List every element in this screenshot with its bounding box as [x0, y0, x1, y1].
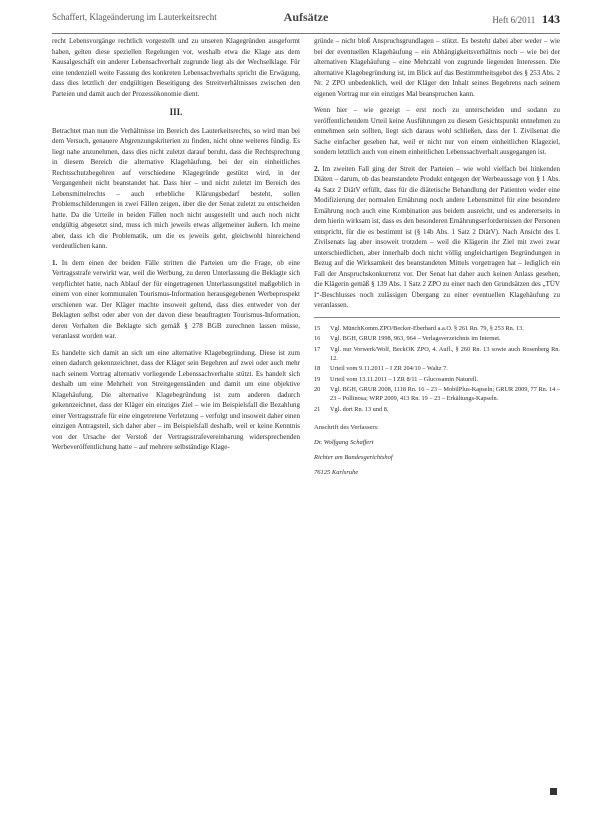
author-address — [314, 423, 560, 477]
footnote-text: Vgl. dort Rn. 13 und 8. — [330, 405, 389, 413]
header-issue-page — [492, 12, 560, 27]
running-header — [52, 8, 560, 28]
author-city: 76125 Karlsruhe — [314, 469, 359, 476]
header-issue: Heft 6/2011 — [492, 15, 536, 25]
paragraph: Es handelte sich damit an sich um eine alternative Klagebegründung. Diese ist zum einen dadurch gekennzeichnet, dass der Kläger sein Begehren auf zwei oder auch mehr nach seinem Vortrag alternativ vorliegende Lebenssachverhalte stützt. Es handelt sich deshalb um eine Mehrheit von Streitgegenständen und damit um eine objektive Klagehäufung. Die alternative Klagebegründung ist zum anderen dadurch gekennzeichnet, dass der Kläger ein einziges Ziel – wie im Beispielsfall die Bezahlung einer Vertragsstrafe für eine eingetretene Verletzung – verfolgt und insoweit daher einen einzigen Antragsteil, sich daher aber – im Beispielsfall deshalb, weil er keine Kenntnis von der Ursache der Verstoß der Vertragsstrafevereinbarung widersprechenden Werbeveröffentlichung hatte – auf mehrere selbständige Klage- — [52, 348, 300, 451]
numbered-paragraph — [52, 258, 300, 342]
paragraph-number: 1. — [52, 258, 58, 267]
footnote-number: 19 — [314, 375, 321, 383]
footnote — [314, 324, 560, 333]
footnote-text: Vgl. BGH, GRUR 1998, 963, 964 – Verlagsverzeichnis im Internet. — [330, 335, 501, 342]
footnote-number: 15 — [314, 324, 321, 332]
paragraph-text: In dem einen der beiden Fälle stritten die Parteien um die Frage, ob eine Vertragsstrafe verwirkt war, weil die Werbung, zu deren Unterlassung die Beklagte sich verpflichtet hatte, nach Ablauf der für eingetragenen Unterlassungstitel maßgeblich in einem von einer kommunalen Tourismus-Information herausgegebenen Werbeprospekt erschienen war. Der Kläger machte insoweit geltend, dass dies entweder von der Beklagten selbst oder aber von der davon diese beauftragten Tourismus-Information, deren Verhalten die Beklagte sich gemäß § 278 BGB zurechnen lassen müsse, veranlasst worden war. — [52, 258, 301, 340]
footnote-number: 18 — [314, 365, 321, 372]
right-column — [314, 36, 560, 483]
footnote — [314, 385, 560, 403]
footnote — [314, 345, 560, 363]
author-name: Dr. Wolfgang Schaffert — [314, 439, 374, 446]
footnote-text: Vgl. BGH, GRUR 2008, 1118 Rn. 16 – 23 – MobilPlus-Kapseln; GRUR 2009, 77 Rn. 14 – 23 – Pollinosa; WRP 2009, 413 Rn. 19 – 23 – Erkältungs-Kapseln. — [330, 386, 560, 402]
end-of-article-mark — [550, 788, 557, 795]
header-section: Aufsätze — [283, 10, 329, 24]
header-title: Schaffert, Klageänderung im Lauterkeitsrecht — [52, 12, 217, 22]
footnote-text: Vgl. MünchKomm.ZPO/Becker-Eberhard a.a.O. § 261 Rn. 79, § 253 Rn. 13. — [330, 324, 524, 332]
footnote — [314, 405, 560, 414]
footnote — [314, 364, 560, 373]
paragraph-text: Im zweiten Fall ging der Streit der Parteien – wie wohl vielfach bei hinkenden Diäten – darum, ob das beanstandete Produkt entgegen der Werbeaussage von § 1 Abs. 4a Satz 2 DiätV erfüllt, dass für die diätetische Behandlung der Patienten weder eine Modifizierung der normalen Ernährung noch andere Lebensmittel für eine besondere Ernährung noch auch eine Kombination aus beidem ausreicht, und es andererseits in dem hierin wirksam ist, dass es den besonderen Ernährungserfordernissen der Personen entspricht, für die es bestimmt ist (§ 14b Abs. 1 Satz 2 DiätV). Nach Ansicht des I. Zivilsenats lag aber insoweit trotzdem – weil die Klägerin ihr Ziel mit zwei zwar unterschiedlichen, aber innerhalb doch nicht völlig ungleichartigen Begründungen in Bezug auf die Wirksamkeit des beanstandeten Mittels vorgetragen hat – lediglich ein Fall der Anspruchskonkurrenz vor. Der Senat hat daher auch keinen Anlass gesehen, die Klägerin gemäß § 139 Abs. 1 Satz 2 ZPO zu einer nach den Grundsätzen des „TÜV I“-Beschlusses noch zulässigen Übergang zu einer eventuellen Klagehäufung zu veranlassen. — [314, 164, 561, 309]
footnote-divider — [314, 317, 560, 318]
footnote-text: Urteil vom 13.11.2011 – I ZR 8/11 – Glucosamin Naturell. — [330, 375, 478, 383]
paragraph: Betrachtet man nun die Verhältnisse im Bereich des Lauterkeitsrechts, so wird man bei dem Versuch, genauere Abgrenzungskriterien zu finden, nicht ohne weiteres fündig. Es liegt nahe anzunehmen, dass dies nicht zuletzt darauf beruht, dass die Rechtsprechung in diesem Bereich die alternative Klagehäufung, bei der ein einheitliches Rechtsschutzbegehren auf verschiedene Klagegründe gestützt wird, in der Vergangenheit nicht beanstandet hat. Dass hier – und nicht zuletzt im Bereich des Lebensmittelrechts – auch erhebliche Klärungsbedarf besteht, sollen Problemschilderungen in zwei Fällen zeigen, über die der Senat zuletzt zu entscheiden hatte. Da die Urteile in beiden Fällen noch nicht ausgestellt und auch noch nicht endgültig abgesetzt sind, muss ich mich jeweils etwas allgemeiner äußern. Ich meine aber, dass ich die Problematik, um die es jeweils geht, gleichwohl hinreichend verdeutlichen kann. — [52, 126, 300, 250]
left-column — [52, 36, 300, 459]
numbered-paragraph — [314, 164, 560, 311]
footnote-number: 20 — [314, 386, 321, 393]
paragraph: Wenn hier – wie gezeigt – erst noch zu unterscheiden und sodann zu veröffentlichendem Urteil keine Ausführungen zu diesem Gesichtspunkt entnehmen zu entnehmen sein sollten, liegt sich daraus wohl schließen, dass der I. Zivilsenat die Sache einfacher gesehen hat, weil er nicht nur von einem einheitlichen Klageziel, sondern letztlich auch von einem einheitlichen Lebenssachverhalt ausgegangen ist. — [314, 106, 560, 156]
address-heading: Anschrift des Verfassers: — [314, 424, 379, 431]
footnote-number: 17 — [314, 345, 321, 353]
header-rule — [52, 33, 560, 34]
author-role: Richter am Bundesgerichtshof — [314, 454, 393, 461]
paragraph: gründe – nicht bloß Anspruchsgrundlagen – stützt. Es besteht dabei aber weder – wie bei der eventuellen Klagehäufung – ein Abhängigkeitsverhältnis noch – wie bei der alternativen Klagehäufung – eine Mehrzahl von zugrunde liegenden Interessen. Die alternative Klagebegründung ist, im Blick auf das Bestimmtheitsgebot des § 253 Abs. 2 Nr. 2 ZPO unbedenklich, weil der Kläger den Inhalt seines Begehrens nach seinem eigenen Vortrag nur ein einziges Mal beanspruchen kann. — [314, 37, 560, 98]
footnote-text: Vgl. nur Vorwerk/Wolf, BeckOK ZPO, 4. Aufl., § 260 Rn. 13 sowie auch Rosenberg Rn. 12. — [330, 345, 560, 362]
footnotes — [314, 324, 560, 414]
footnote — [314, 375, 560, 384]
footnote — [314, 334, 560, 343]
footnote-text: Urteil vom 9.11.2011 – I ZR 204/10 – Waltz 7. — [330, 365, 448, 372]
footnote-number: 16 — [314, 335, 321, 342]
paragraph-number: 2. — [314, 164, 320, 173]
section-heading: III. — [169, 107, 183, 117]
paragraph: recht Lebensvorgänge rechtlich vorgestellt und zu unseren Klagegründen ausgeformt haben, gelten diese speziellen Regelungen vor, weshalb etwa die Klage aus dem Kausalgeschäft ein anderer Lebensachverhalt zugrunde liegt als der Wechselklage. Für eine tendenziell weite Fassung des konkreten Lebensachverhalts spricht die Erwägung, dass dies letztlich der endgültigen Beseitigung des Streitverhältnisses zwischen den Parteien und damit auch der Prozessökonomie dient. — [52, 37, 300, 98]
page-number: 143 — [542, 12, 560, 26]
footnote-number: 21 — [314, 405, 321, 413]
